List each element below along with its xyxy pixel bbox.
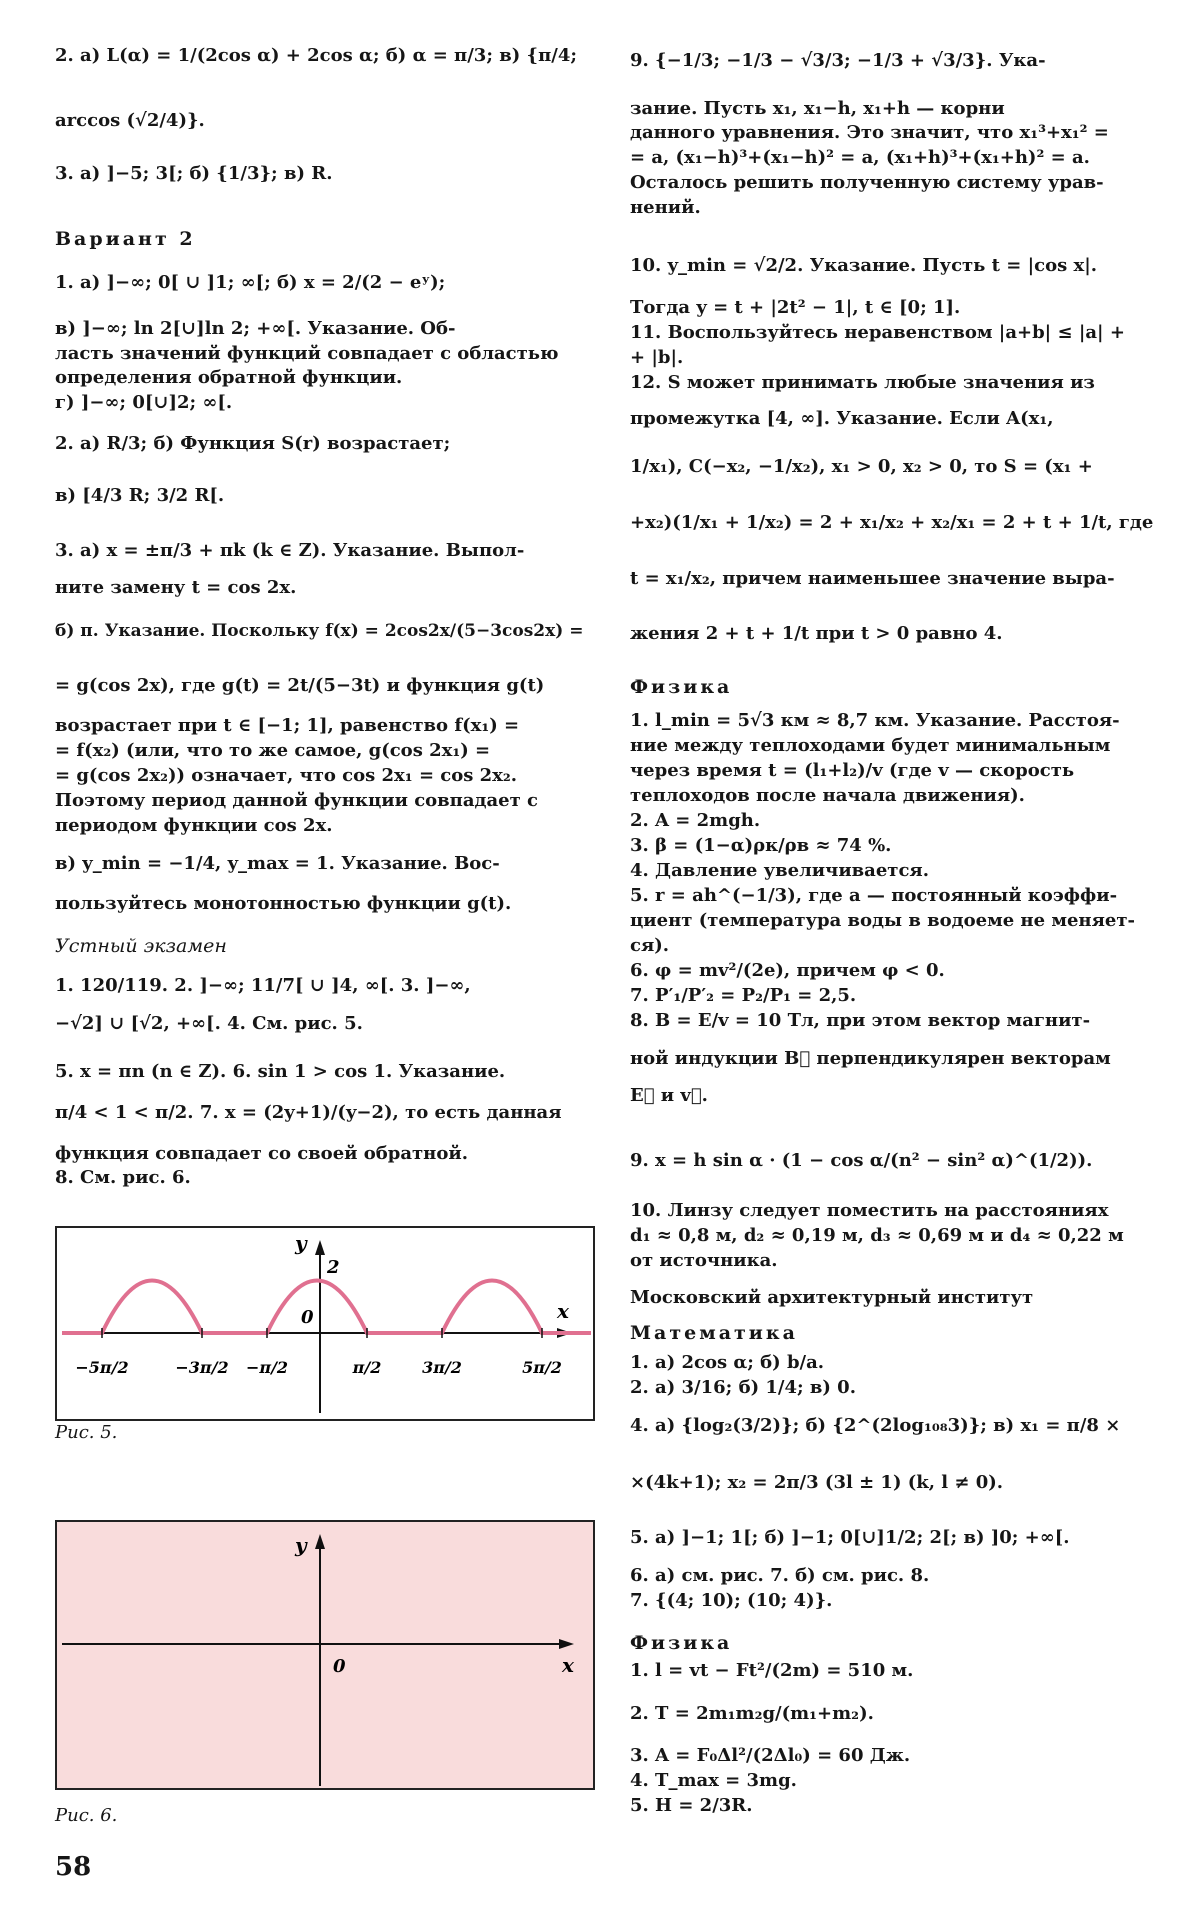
right_column-r36: 1. а) 2cos α; б) b/a. — [630, 1352, 825, 1373]
right_column-r27: 6. φ = mv²/(2e), причем φ < 0. — [630, 960, 945, 981]
left_column-l08: г) ]−∞; 0[∪]2; ∞[. — [55, 392, 233, 413]
left_column-l06: ласть значений функций совпадает с областью — [55, 343, 559, 364]
right_column-r35: от источника. — [630, 1250, 778, 1271]
fig5-y-arrow — [315, 1240, 325, 1255]
right_column-r15: t = x₁/x₂, причем наименьшее значение выра- — [630, 568, 1115, 589]
fig5-x-label: x — [557, 1299, 569, 1323]
right_column-r44: 2. T = 2m₁m₂g/(m₁+m₂). — [630, 1703, 874, 1724]
left_column-l05: в) ]−∞; ln 2[∪]ln 2; +∞[. Указание. Об- — [55, 318, 456, 339]
right_column-r42: 7. {(4; 10); (10; 4)}. — [630, 1590, 833, 1611]
left_column-l19: периодом функции cos 2x. — [55, 815, 333, 836]
right_column-r33: 10. Линзу следует поместить на расстояниях — [630, 1200, 1109, 1221]
left_column-l09: 2. а) R/3; б) Функция S(r) возрастает; — [55, 433, 451, 454]
right_column-r05: Осталось решить полученную систему урав- — [630, 172, 1104, 193]
right_column-r12: промежутка [4, ∞]. Указание. Если A(x₁, — [630, 408, 1054, 429]
right_column-r29: 8. B = E/v = 10 Тл, при этом вектор магнит- — [630, 1010, 1091, 1031]
left_column-l23: −√2] ∪ [√2, +∞[. 4. См. рис. 5. — [55, 1013, 363, 1034]
right_column-r04: = a, (x₁−h)³+(x₁−h)² = a, (x₁+h)³+(x₁+h)² = a. — [630, 147, 1090, 168]
heading-institute: Московский архитектурный институт — [630, 1287, 1034, 1308]
left_column-l12: ните замену t = cos 2x. — [55, 577, 297, 598]
fig5-curve — [62, 1281, 591, 1334]
right_column-r22: 3. β = (1−α)ρк/ρв ≈ 74 %. — [630, 835, 892, 856]
fig5-tick-label: −5π/2 — [75, 1358, 129, 1377]
fig5-tick-label: 3π/2 — [422, 1358, 462, 1377]
figure-5 — [55, 1226, 595, 1421]
right_column-r03: данного уравнения. Это значит, что x₁³+x₁² = — [630, 122, 1109, 143]
right_column-r28: 7. P′₁/P′₂ = P₂/P₁ = 2,5. — [630, 985, 857, 1006]
fig5-y-label: y — [295, 1231, 307, 1255]
right_column-r06: нений. — [630, 197, 701, 218]
right_column-r26: ся). — [630, 935, 670, 956]
left_column-l24: 5. x = πn (n ∈ Z). 6. sin 1 > cos 1. Указание. — [55, 1061, 506, 1082]
right_column-r13: 1/x₁), C(−x₂, −1/x₂), x₁ > 0, x₂ > 0, то S = (x₁ + — [630, 456, 1093, 477]
right_column-r19: через время t = (l₁+l₂)/v (где v — скорость — [630, 760, 1075, 781]
left_column-l10: в) [4/3 R; 3/2 R[. — [55, 485, 225, 506]
heading-variant-2: Вариант 2 — [55, 228, 196, 250]
heading-oral-exam: Устный экзамен — [55, 935, 227, 957]
left_column-l02: arccos (√2/4)}. — [55, 110, 205, 131]
right_column-r09: 11. Воспользуйтесь неравенством |a+b| ≤ |a| + — [630, 322, 1125, 343]
fig6-x-label: x — [562, 1653, 574, 1677]
left_column-l17: = g(cos 2x₂)) означает, что cos 2x₁ = cos 2x₂. — [55, 765, 518, 786]
right_column-r01: 9. {−1/3; −1/3 − √3/3; −1/3 + √3/3}. Ука- — [630, 50, 1046, 71]
right_column-r07: 10. y_min = √2/2. Указание. Пусть t = |cos x|. — [630, 255, 1098, 276]
figure-5-plot — [57, 1228, 593, 1419]
left_column-l25: π/4 < 1 < π/2. 7. x = (2y+1)/(y−2), то есть данная — [55, 1102, 562, 1123]
right_column-r45: 3. A = F₀Δl²/(2Δl₀) = 60 Дж. — [630, 1745, 911, 1766]
fig6-x-arrow — [559, 1639, 574, 1649]
left_column-l16: = f(x₂) (или, что то же самое, g(cos 2x₁) = — [55, 740, 491, 761]
fig5-tick-label: 5π/2 — [522, 1358, 562, 1377]
fig6-origin: 0 — [333, 1656, 346, 1677]
right_column-r08: Тогда y = t + |2t² − 1|, t ∈ [0; 1]. — [630, 297, 961, 318]
right_column-r34: d₁ ≈ 0,8 м, d₂ ≈ 0,19 м, d₃ ≈ 0,69 м и d₄ ≈ 0,22 м — [630, 1225, 1124, 1246]
fig5-origin: 0 — [301, 1307, 314, 1328]
left_column-l01: 2. а) L(α) = 1/(2cos α) + 2cos α; б) α = π/3; в) {π/4; — [55, 45, 578, 66]
left_column-l18: Поэтому период данной функции совпадает с — [55, 790, 539, 811]
left_column-l20: в) y_min = −1/4, y_max = 1. Указание. Вос- — [55, 853, 500, 874]
page-number: 58 — [55, 1852, 92, 1882]
right_column-r40: 5. а) ]−1; 1[; б) ]−1; 0[∪]1/2; 2[; в) ]0; +∞[. — [630, 1527, 1070, 1548]
left_column-l27: 8. См. рис. 6. — [55, 1167, 191, 1188]
right_column-r02: зание. Пусть x₁, x₁−h, x₁+h — корни — [630, 98, 1005, 119]
right_column-r41: 6. а) см. рис. 7. б) см. рис. 8. — [630, 1565, 930, 1586]
fig5-tick-label: π/2 — [352, 1358, 382, 1377]
fig6-y-label: y — [295, 1533, 307, 1557]
right_column-r10: + |b|. — [630, 347, 684, 368]
left_column-l03: 3. а) ]−5; 3[; б) {1/3}; в) R. — [55, 163, 333, 184]
right_column-r23: 4. Давление увеличивается. — [630, 860, 929, 881]
fig5-tick-label: −π/2 — [245, 1358, 289, 1377]
left_column-l07: определения обратной функции. — [55, 367, 403, 388]
right_column-r17: 1. l_min = 5√3 км ≈ 8,7 км. Указание. Расстоя- — [630, 710, 1120, 731]
right_column-r31: E⃗ и v⃗. — [630, 1085, 708, 1106]
left_column-l11: 3. а) x = ±π/3 + πk (k ∈ Z). Указание. Выпол- — [55, 540, 525, 561]
left_column-l26: функция совпадает со своей обратной. — [55, 1143, 468, 1164]
right_column-r30: ной индукции B⃗ перпендикулярен векторам — [630, 1048, 1111, 1069]
left_column-l14: = g(cos 2x), где g(t) = 2t/(5−3t) и функция g(t) — [55, 675, 545, 696]
right_column-r43: 1. l = vt − Ft²/(2m) = 510 м. — [630, 1660, 914, 1681]
left_column-l04: 1. а) ]−∞; 0[ ∪ ]1; ∞[; б) x = 2/(2 − eʸ); — [55, 272, 446, 293]
heading-physics: Физика — [630, 676, 733, 698]
right_column-r11: 12. S может принимать любые значения из — [630, 372, 1095, 393]
right_column-r21: 2. A = 2mgh. — [630, 810, 761, 831]
left_column-l22: 1. 120/119. 2. ]−∞; 11/7[ ∪ ]4, ∞[. 3. ]−∞, — [55, 975, 471, 996]
right_column-r20: теплоходов после начала движения). — [630, 785, 1025, 806]
left_column-l13: б) π. Указание. Поскольку f(x) = 2cos2x/(5−3cos2x) = — [55, 621, 584, 641]
right_column-r32: 9. x = h sin α · (1 − cos α/(n² − sin² α)^(1/2)). — [630, 1150, 1093, 1171]
right_column-r18: ние между теплоходами будет минимальным — [630, 735, 1111, 756]
right_column-r24: 5. r = ah^(−1/3), где a — постоянный коэффи- — [630, 885, 1118, 906]
right_column-r14: +x₂)(1/x₁ + 1/x₂) = 2 + x₁/x₂ + x₂/x₁ = 2 + t + 1/t, где — [630, 512, 1154, 533]
figure-6 — [55, 1520, 595, 1790]
fig5-tick-labels — [75, 1358, 562, 1377]
right_column-r47: 5. H = 2/3R. — [630, 1795, 753, 1816]
left_column-l21: пользуйтесь монотонностью функции g(t). — [55, 893, 512, 914]
right_column-r25: циент (температура воды в водоеме не меняет- — [630, 910, 1135, 931]
figure-6-caption: Рис. 6. — [55, 1805, 118, 1826]
fig5-tick-label: −3π/2 — [175, 1358, 229, 1377]
right_column-r38: 4. а) {log₂(3/2)}; б) {2^(2log₁₀₈3)}; в) x₁ = π/8 × — [630, 1415, 1121, 1436]
right_column-r46: 4. T_max = 3mg. — [630, 1770, 797, 1791]
heading-math: Математика — [630, 1322, 798, 1344]
fig5-y-tick: 2 — [327, 1257, 340, 1278]
right_column-r39: ×(4k+1); x₂ = 2π/3 (3l ± 1) (k, l ≠ 0). — [630, 1472, 1004, 1493]
fig6-y-arrow — [315, 1534, 325, 1549]
right_column-r37: 2. а) 3/16; б) 1/4; в) 0. — [630, 1377, 856, 1398]
left_column-l15: возрастает при t ∈ [−1; 1], равенство f(x₁) = — [55, 715, 520, 736]
right_column-r16: жения 2 + t + 1/t при t > 0 равно 4. — [630, 623, 1003, 644]
figure-6-plot — [57, 1522, 593, 1788]
heading-physics-2: Физика — [630, 1632, 733, 1654]
figure-5-caption: Рис. 5. — [55, 1422, 118, 1443]
